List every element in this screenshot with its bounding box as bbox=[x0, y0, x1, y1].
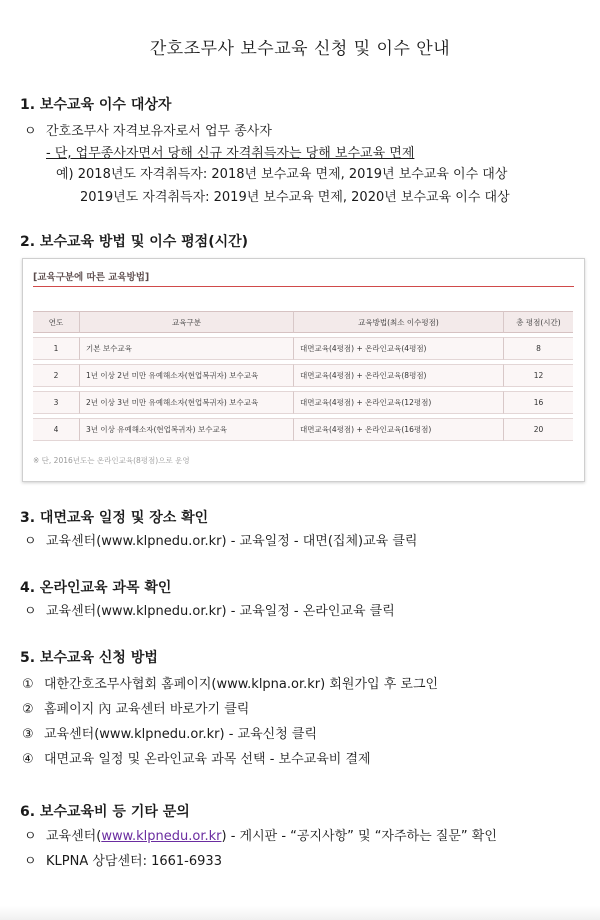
step-text: 대면교육 일정 및 온라인교육 과목 선택 - 보수교육비 결제 bbox=[44, 752, 371, 767]
step-4 bbox=[22, 748, 371, 767]
section-4-item bbox=[24, 600, 395, 619]
table-row bbox=[33, 391, 573, 414]
section-4-item-text: 교육센터(www.klpnedu.or.kr) - 교육일정 - 온라인교육 클릭 bbox=[46, 604, 395, 619]
cell-method: 대면교육(4평점) + 온라인교육(16평점) bbox=[293, 418, 503, 441]
cell-total: 8 bbox=[503, 337, 573, 360]
page-bottom-edge bbox=[0, 906, 600, 920]
table-note: ※ 단, 2016년도는 온라인교육(8평점)으로 운영 bbox=[33, 456, 190, 465]
step-number: ④ bbox=[22, 752, 34, 767]
section-6-heading: 6. 보수교육비 등 기타 문의 bbox=[20, 804, 190, 820]
title-divider bbox=[33, 286, 574, 287]
bullet: ㅇ bbox=[24, 604, 37, 619]
step-3 bbox=[22, 723, 317, 742]
section-3-heading: 3. 대면교육 일정 및 장소 확인 bbox=[20, 510, 209, 526]
section-3-item bbox=[24, 530, 417, 549]
header-total: 총 평점(시간) bbox=[503, 311, 573, 333]
contact-center-text: KLPNA 상담센터: 1661-6933 bbox=[46, 854, 222, 869]
inquiry-suffix: ) - 게시판 - “공지사항” 및 “자주하는 질문” 확인 bbox=[221, 829, 497, 844]
table-header-row bbox=[33, 311, 573, 333]
table-row bbox=[33, 364, 573, 387]
cell-category: 1년 이상 2년 미만 유예해소자(현업복귀자) 보수교육 bbox=[79, 364, 293, 387]
section-1-item-1-text: 간호조무사 자격보유자로서 업무 종사자 bbox=[46, 124, 272, 139]
step-number: ① bbox=[22, 677, 34, 692]
header-method: 교육방법(최소 이수평점) bbox=[293, 311, 503, 333]
cell-category: 기본 보수교육 bbox=[79, 337, 293, 360]
education-method-panel bbox=[22, 258, 585, 482]
step-text: 교육센터(www.klpnedu.or.kr) - 교육신청 클릭 bbox=[44, 727, 318, 742]
cell-category: 3년 이상 유예해소자(현업복귀자) 보수교육 bbox=[79, 418, 293, 441]
table-row bbox=[33, 418, 573, 441]
section-5-heading: 5. 보수교육 신청 방법 bbox=[20, 650, 158, 666]
bullet: ㅇ bbox=[24, 854, 37, 869]
step-2 bbox=[22, 698, 249, 717]
header-category: 교육구분 bbox=[79, 311, 293, 333]
inquiry-prefix: 교육센터( bbox=[46, 829, 102, 844]
section-1-item-1 bbox=[24, 120, 272, 139]
education-method-table bbox=[33, 307, 573, 445]
step-text: 대한간호조무사협회 홈페이지(www.klpna.or.kr) 회원가입 후 로그인 bbox=[44, 677, 439, 692]
section-1-example-1: 예) 2018년도 자격취득자: 2018년 보수교육 면제, 2019년 보수교육 이수 대상 bbox=[56, 167, 508, 182]
section-1-heading: 1. 보수교육 이수 대상자 bbox=[20, 97, 172, 113]
section-3-item-text: 교육센터(www.klpnedu.or.kr) - 교육일정 - 대면(집체)교육 클릭 bbox=[46, 534, 418, 549]
cell-method: 대면교육(4평점) + 온라인교육(12평점) bbox=[293, 391, 503, 414]
bullet: ㅇ bbox=[24, 534, 37, 549]
cell-year: 4 bbox=[33, 418, 79, 441]
table-row bbox=[33, 337, 573, 360]
cell-total: 16 bbox=[503, 391, 573, 414]
section-6-item-2 bbox=[24, 850, 222, 869]
step-number: ② bbox=[22, 702, 34, 717]
cell-year: 2 bbox=[33, 364, 79, 387]
education-center-link[interactable]: www.klpnedu.or.kr bbox=[101, 829, 222, 844]
table-title: [교육구분에 따른 교육방법] bbox=[33, 272, 150, 283]
cell-total: 20 bbox=[503, 418, 573, 441]
cell-method: 대면교육(4평점) + 온라인교육(8평점) bbox=[293, 364, 503, 387]
section-4-heading: 4. 온라인교육 과목 확인 bbox=[20, 580, 172, 596]
step-text: 홈페이지 內 교육센터 바로가기 클릭 bbox=[44, 702, 250, 717]
cell-total: 12 bbox=[503, 364, 573, 387]
header-year: 연도 bbox=[33, 311, 79, 333]
cell-year: 1 bbox=[33, 337, 79, 360]
step-number: ③ bbox=[22, 727, 34, 742]
section-1-example-2: 2019년도 자격취득자: 2019년 보수교육 면제, 2020년 보수교육 이수 대상 bbox=[80, 190, 510, 205]
cell-method: 대면교육(4평점) + 온라인교육(4평점) bbox=[293, 337, 503, 360]
section-2-heading: 2. 보수교육 방법 및 이수 평점(시간) bbox=[20, 234, 249, 250]
cell-year: 3 bbox=[33, 391, 79, 414]
section-1-exemption: - 단, 업무종사자면서 당해 신규 자격취득자는 당해 보수교육 면제 bbox=[46, 146, 415, 161]
section-6-item-1 bbox=[24, 825, 497, 844]
bullet: ㅇ bbox=[24, 124, 37, 139]
cell-category: 2년 이상 3년 미만 유예해소자(현업복귀자) 보수교육 bbox=[79, 391, 293, 414]
bullet: ㅇ bbox=[24, 829, 37, 844]
step-1 bbox=[22, 673, 438, 692]
page-title: 간호조무사 보수교육 신청 및 이수 안내 bbox=[149, 39, 451, 59]
